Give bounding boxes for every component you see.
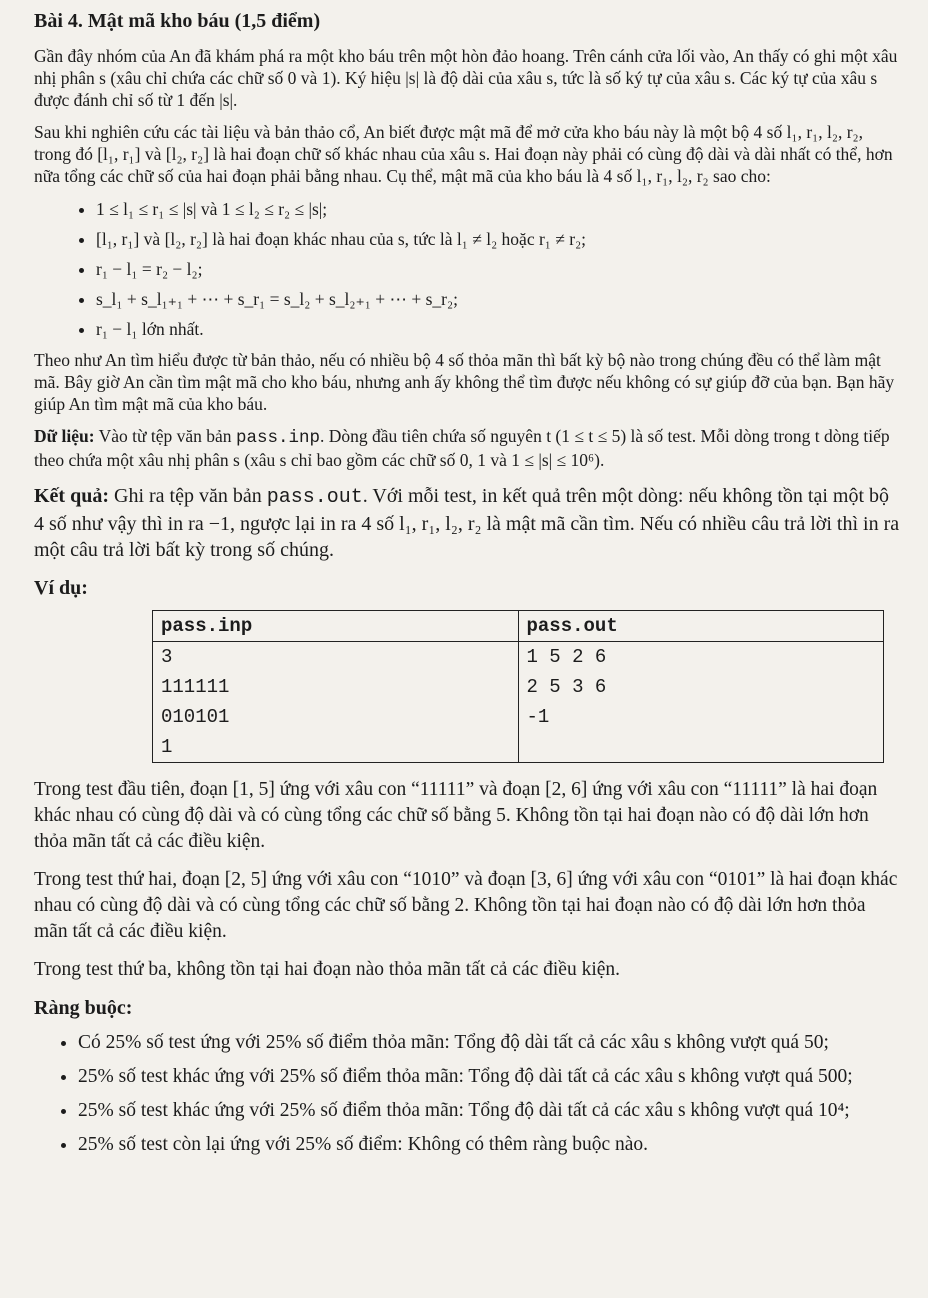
table-row: [153, 732, 884, 763]
explanation-paragraph: Trong test thứ hai, đoạn [2, 5] ứng với xâu con “1010” và đoạn [3, 6] ứng với xâu con “0101” là hai đoạn khác nhau có cùng độ dài và có cùng tổng các chữ số bằng 2. Không tồn tại hai đoạn nào có độ dài lớn hơn thỏa mãn tất cả các điều kiện.: [34, 869, 898, 942]
condition-item: • [l₁, r₁] và [l₂, r₂] là hai đoạn khác nhau của s, tức là l₁ ≠ l₂ hoặc r₁ ≠ r₂;: [96, 227, 904, 251]
research-paragraph: Sau khi nghiên cứu các tài liệu và bản thảo cổ, An biết được mật mã để mở cửa kho báu này là một bộ 4 số l₁, r₁, l₂, r₂, trong đó [l₁, r₁] và [l₂, r₂] là hai đoạn chữ số khác nhau của xâu s. Hai đoạn này phải có cùng độ dài và dài nhất có thể, hơn nữa tổng các chữ số của hai đoạn phải bằng nhau. Cụ thể, mật mã của kho báu là 4 số l₁, r₁, l₂, r₂ sao cho:: [34, 122, 893, 186]
table-header-row: [153, 611, 884, 642]
input-section: [34, 425, 904, 471]
explanation-paragraph: Trong test thứ ba, không tồn tại hai đoạn nào thỏa mãn tất cả các điều kiện.: [34, 959, 621, 980]
output-filename: pass.out: [266, 486, 363, 509]
input-text-b: . Dòng đầu tiên chứa số nguyên t (1 ≤ t ≤ 5) là số test. Mỗi dòng trong t dòng tiếp theo chứa một xâu nhị phân s (xâu s chỉ bao gồm các chữ số 0, 1 và 1 ≤ |s| ≤ 10⁶).: [34, 426, 890, 470]
conditions-list: [34, 197, 904, 341]
table-row: [153, 672, 884, 702]
column-header-output: pass.out: [518, 611, 884, 642]
table-cell: 3: [153, 642, 519, 673]
condition-item: • r₁ − l₁ lớn nhất.: [96, 317, 904, 341]
condition-item: • 1 ≤ l₁ ≤ r₁ ≤ |s| và 1 ≤ l₂ ≤ r₂ ≤ |s|;: [96, 197, 904, 221]
output-text-a: Ghi ra tệp văn bản: [114, 485, 262, 507]
table-cell: 1 5 2 6: [518, 642, 884, 673]
column-header-input: pass.inp: [153, 611, 519, 642]
constraints-list: [34, 1030, 904, 1158]
input-filename: pass.inp: [235, 428, 320, 448]
constraint-item: • 25% số test khác ứng với 25% số điểm thỏa mãn: Tổng độ dài tất cả các xâu s không vượt quá 500;: [78, 1064, 904, 1090]
table-row: [153, 702, 884, 732]
table-cell: 111111: [153, 672, 519, 702]
output-label: Kết quả:: [34, 485, 109, 507]
table-cell: -1: [518, 702, 884, 732]
constraint-item: • Có 25% số test ứng với 25% số điểm thỏa mãn: Tổng độ dài tất cả các xâu s không vượt quá 50;: [78, 1030, 904, 1056]
output-text-b: . Với mỗi test, in kết quả trên một dòng: nếu không tồn tại một bộ 4 số như vậy thì in ra −1, ngược lại in ra 4 số l₁, r₁, l₂, r₂ là mật mã cần tìm. Nếu có nhiều câu trả lời thì in ra một câu trả lời bất kỳ trong số chúng.: [34, 485, 900, 561]
intro-paragraph: Gần đây nhóm của An đã khám phá ra một kho báu trên một hòn đảo hoang. Trên cánh cửa lối vào, An thấy có ghi một xâu nhị phân s (xâu chỉ chứa các chữ số 0 và 1). Ký hiệu |s| là độ dài của xâu s, tức là số ký tự của xâu s. Các ký tự của xâu s được đánh chỉ số từ 1 đến |s|.: [34, 46, 898, 110]
problem-title: Bài 4. Mật mã kho báu (1,5 điểm): [34, 10, 321, 32]
constraint-item: • 25% số test khác ứng với 25% số điểm thỏa mãn: Tổng độ dài tất cả các xâu s không vượt quá 10⁴;: [78, 1098, 904, 1124]
table-cell: 010101: [153, 702, 519, 732]
table-cell: 2 5 3 6: [518, 672, 884, 702]
constraints-heading: Ràng buộc:: [34, 997, 133, 1019]
example-table: [152, 610, 884, 763]
input-label: Dữ liệu:: [34, 426, 95, 446]
table-cell: 1: [153, 732, 519, 763]
condition-item: • r₁ − l₁ = r₂ − l₂;: [96, 257, 904, 281]
constraint-item: • 25% số test còn lại ứng với 25% số điểm: Không có thêm ràng buộc nào.: [78, 1132, 904, 1158]
table-row: [153, 642, 884, 673]
explanation-paragraph: Trong test đầu tiên, đoạn [1, 5] ứng với xâu con “11111” và đoạn [2, 6] ứng với xâu con “11111” là hai đoạn khác nhau có cùng độ dài và có cùng tổng các chữ số bằng 5. Không tồn tại hai đoạn nào có độ dài lớn hơn thỏa mãn tất cả các điều kiện.: [34, 779, 878, 852]
explanations: [34, 777, 904, 983]
output-section: [34, 483, 904, 563]
input-text-a: Vào từ tệp văn bản: [98, 426, 232, 446]
task-paragraph: Theo như An tìm hiểu được từ bản thảo, nếu có nhiều bộ 4 số thỏa mãn thì bất kỳ bộ nào trong chúng đều có thể làm mật mã. Bây giờ An cần tìm mật mã cho kho báu, nhưng anh ấy không thể tìm được nếu không có sự giúp đỡ của bạn. Bạn hãy giúp An tìm mật mã của kho báu.: [34, 350, 895, 414]
example-heading: Ví dụ:: [34, 577, 88, 599]
condition-item: • s_l₁ + s_l₁₊₁ + ⋯ + s_r₁ = s_l₂ + s_l₂₊₁ + ⋯ + s_r₂;: [96, 287, 904, 311]
table-cell: [518, 732, 884, 763]
